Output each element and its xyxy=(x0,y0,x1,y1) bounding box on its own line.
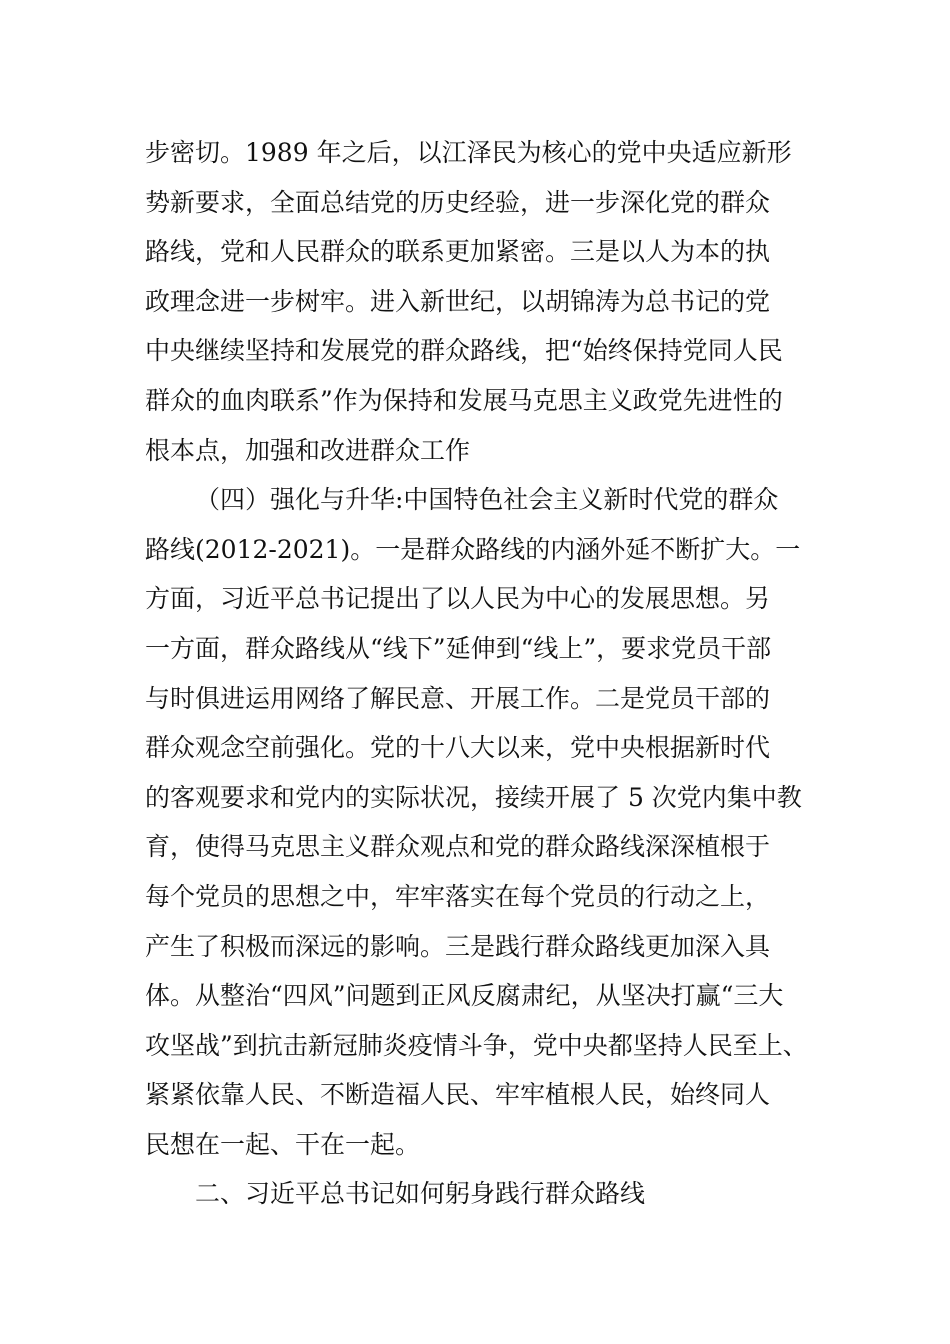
text-line: 的客观要求和党内的实际状况，接续开展了 5 次党内集中教 xyxy=(145,782,802,812)
text-line: 一方面，群众路线从“线下”延伸到“线上”，要求党员干部 xyxy=(145,633,772,663)
text-line: 中央继续坚持和发展党的群众路线，把“始终保持党同人民 xyxy=(145,336,783,366)
text-line: 方面，习近平总书记提出了以人民为中心的发展思想。另 xyxy=(145,584,771,614)
text-line: 群众观念空前强化。党的十八大以来，党中央根据新时代 xyxy=(145,733,771,763)
text-line: 紧紧依靠人民、不断造福人民、牢牢植根人民，始终同人 xyxy=(145,1080,771,1110)
text-line: 每个党员的思想之中，牢牢落实在每个党员的行动之上， xyxy=(145,881,771,911)
text-line: 政理念进一步树牢。进入新世纪，以胡锦涛为总书记的党 xyxy=(145,286,771,316)
text-line: 路线(2012-2021)。一是群众路线的内涵外延不断扩大。一 xyxy=(145,534,801,564)
text-line: 体。从整治“四风”问题到正风反腐肃纪，从坚决打赢“三大 xyxy=(145,981,784,1011)
section-heading-two: 二、习近平总书记如何躬身践行群众路线 xyxy=(195,1179,646,1209)
section-heading-four: （四）强化与升华:中国特色社会主义新时代党的群众 xyxy=(195,485,779,515)
text-line: 育，使得马克思主义群众观点和党的群众路线深深植根于 xyxy=(145,832,771,862)
text-line: 根本点，加强和改进群众工作 xyxy=(145,435,471,465)
text-line: 攻坚战”到抗击新冠肺炎疫情斗争，党中央都坚持人民至上、 xyxy=(145,1030,808,1060)
text-line: 步密切。1989 年之后，以江泽民为核心的党中央适应新形 xyxy=(145,138,792,167)
text-line: 路线，党和人民群众的联系更加紧密。三是以人为本的执 xyxy=(145,237,771,267)
text-line: 群众的血肉联系”作为保持和发展马克思主义政党先进性的 xyxy=(145,385,783,415)
body-text xyxy=(145,128,825,1219)
text-line: 与时俱进运用网络了解民意、开展工作。二是党员干部的 xyxy=(145,683,771,713)
text-line: 势新要求，全面总结党的历史经验，进一步深化党的群众 xyxy=(145,187,771,217)
text-line: 民想在一起、干在一起。 xyxy=(145,1129,421,1159)
text-line: 产生了积极而深远的影响。三是践行群众路线更加深入具 xyxy=(145,931,771,961)
